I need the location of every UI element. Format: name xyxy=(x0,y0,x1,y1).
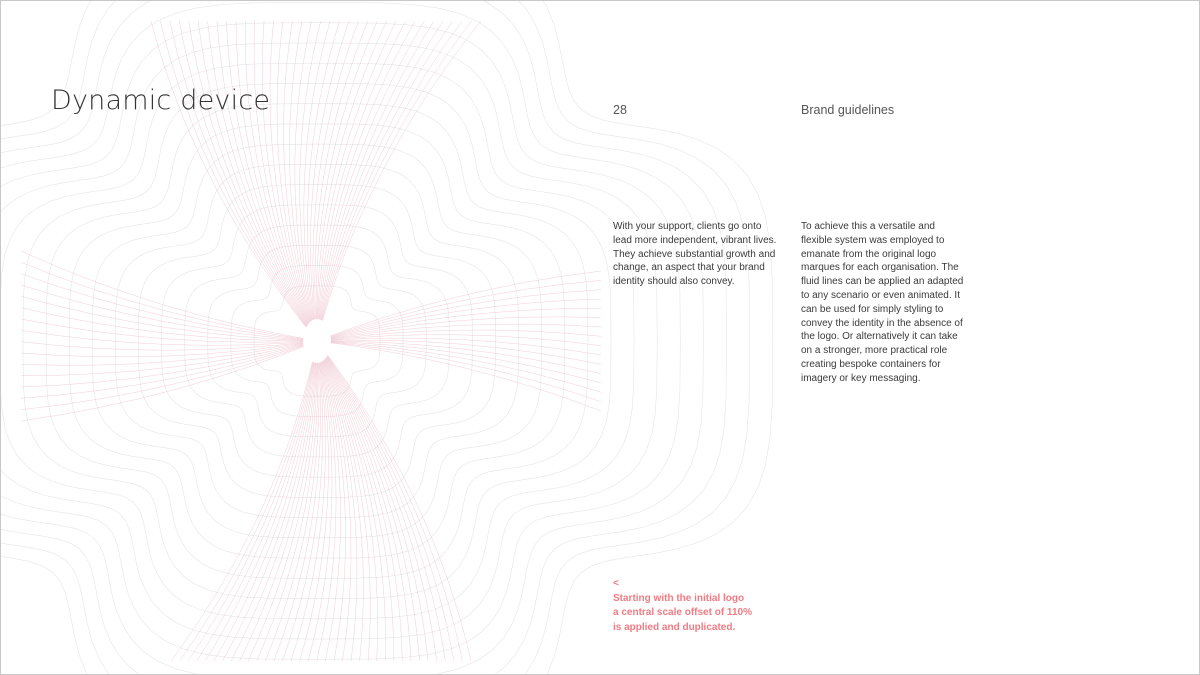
fan-strand xyxy=(257,341,318,661)
body-text-column-2: To achieve this a versatile and flexible system was employed to emanate from the original logo marques for each organisation. The fluid lines can be applied an adapted to any scenario or even animated. It can be used for simply styling to convey the identity in the absence of the logo. Or alternatively it can take on a stronger, more practical role creating bespoke containers for imagery or key messaging. xyxy=(801,221,964,384)
fan-strand xyxy=(317,341,411,661)
caption-line-1: Starting with the initial logo xyxy=(613,592,745,604)
fan-strand xyxy=(317,341,346,661)
caption-arrow: < xyxy=(613,578,619,589)
fan-strand xyxy=(270,21,317,341)
fan-strand xyxy=(21,341,317,410)
fan-strand xyxy=(317,341,601,411)
fan-strand xyxy=(160,21,317,341)
fan-strand xyxy=(21,341,317,398)
fan-strand xyxy=(317,341,601,402)
fan-strand xyxy=(171,341,317,661)
caption-line-3: is applied and duplicated. xyxy=(613,621,736,633)
fan-strand xyxy=(317,271,601,341)
fan-strand xyxy=(316,21,377,341)
fan-strand xyxy=(317,21,472,341)
section-label: Brand guidelines xyxy=(801,103,895,117)
fan-strand xyxy=(317,341,420,661)
body-text-column-1: With your support, clients go onto lead more independent, vibrant lives. They achieve substantial growth and change, an aspect that your brand identity should also convey. xyxy=(613,221,777,288)
page-number: 28 xyxy=(613,103,627,117)
fan-strand xyxy=(317,340,601,364)
fan-strand xyxy=(317,21,406,341)
fan-strand xyxy=(277,21,317,341)
fan-strand xyxy=(317,21,443,341)
fan-strand xyxy=(317,280,601,341)
fan-strand xyxy=(180,341,317,661)
fan-strand xyxy=(313,21,358,341)
fan-strand xyxy=(21,251,317,341)
page-title: Dynamic device xyxy=(51,85,271,116)
fan-strand xyxy=(21,308,317,341)
fan-strand xyxy=(197,341,317,661)
fan-strand xyxy=(21,341,317,387)
fan-strand xyxy=(317,290,601,341)
fan-strand xyxy=(317,21,396,341)
fan-strand xyxy=(205,341,317,661)
fan-strand xyxy=(179,21,317,341)
figure-caption xyxy=(613,577,793,635)
fan-strand xyxy=(231,341,317,661)
fan-strand xyxy=(21,274,317,341)
fan-strand xyxy=(21,262,317,341)
fan-strand xyxy=(317,341,402,661)
fan-strand xyxy=(317,341,370,661)
caption-line-2: a central scale offset of 110% xyxy=(613,607,752,618)
fan-strand xyxy=(151,21,317,341)
logo-center-void xyxy=(303,319,331,363)
